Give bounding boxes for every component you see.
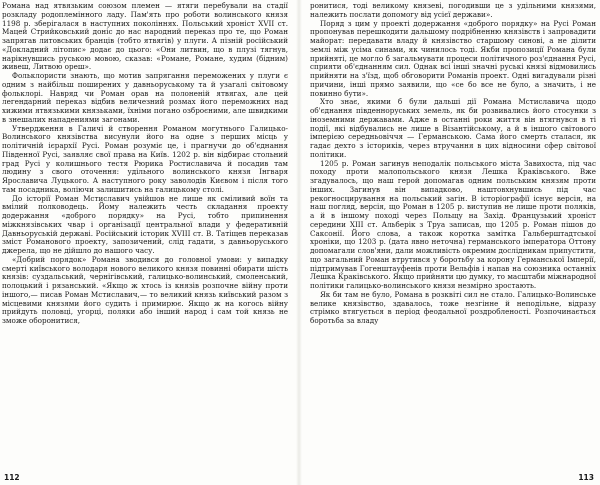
left-page-text	[2, 2, 288, 468]
book-gutter	[296, 0, 302, 485]
paragraph: Фольклористи знають, що мотив запрягання переможених у плуги є одним з найбільш поширених у давньоруському та й узагалі світовому фольклорі. Навряд чи Роман орав на полоненій ятвягах, але цей легендарний переказ відбив величезний розмах його переможних над хижими ятвязькими князьками, їхніми погано озброєними, але швидкими в знешалих нападениями загонами.	[2, 71, 288, 124]
paragraph: Поряд з цим у проекті додержання «доброго порядку» на Русі Роман пропонував перешкодити дальшому подрібненню князівств і запровадити майорат: передавати владу й князівство старшому синові, а не ділити землі між усіма синами, як чинилось тоді. Якби пропозиції Романа були прийняті, це могло б загальмувати процеси політичного роз'єднання Русі, сприяти об'єднанням сил. Однак всі інші значні руські князі відмовились прийняти на з'їзд, щоб обговорити Романів проект. Одні вигадували різні причини, інші прямо заявили, що «се бо все не було, а значить, і не повинно бути».	[310, 18, 596, 98]
right-page	[310, 2, 596, 483]
paragraph: ронитися, тоді великому князеві, погодивши це з удільними князями, належить послати допомогу від усієї держави».	[310, 2, 596, 19]
page-number: 112	[4, 473, 20, 482]
paragraph: Романа над ятвязьким союзом племен — ятяги перебували на стадії розкладу родоплемінного ладу. Пам'ять про роботи волинського князя 1198 р. зберігалася в наступних поколіннях. Польський хроніст XVII ст. Мацей Стрийковський доніс до нас народний переказ про те, що Роман запрягав литовських бранців (тобто ятвягів) у плуги. А пізній російський «Докладний літопис» додає до цього: «Они литвин, що в плузі тягнув, нарікнувшись руською мовою, сказав: «Романе, Романе, худим (бідним) живеш, Литвою ореш».	[2, 2, 288, 72]
right-page-text	[310, 2, 596, 468]
left-page	[2, 2, 288, 483]
paragraph: «Добрий порядок» Романа зводився до головної умови: у випадку смерті київського володаря нового великого князя повинні обирати шість князів: суздальський, чернігівський, галицько-волинський, смоленський, полоцький і рязанський. «Якщо ж хтось із князів розпочне війну проти іншого,— писав Роман Мстиславич,— то великий князь київський разом з місцевими князями його судить і примирює. Якщо ж на когось війну прийдуть половці, угорці, поляки або інший народ і сам той князь не зможе оборонитися,	[2, 254, 288, 325]
paragraph: Утвердження в Галичі й створення Романом могутнього Галицько-Волинського князівства висунули його на одне з перших місць у політичній ієрархії Русі. Роман розуміє це, і прагнучи до об'єднання Південної Русі, заявляє свої права на Київ. 1202 р. він відбирає стольний град Русі у колишнього тестя Рюрика Ростиславича й посадив там людину з свого оточення: удільного волинського князя Інгваря Ярославича Луцького. А наступного року заволодів Києвом і після того там посадника, воліючи залишитись на галицькому столі.	[2, 123, 288, 194]
page-number: 113	[578, 473, 594, 482]
paragraph: Як би там не було, Романа в розквіті сил не стало. Галицько-Волинське велике князівство, здавалось, тоже незгінне й неподільне, відразу стрімко втягується в період феодальної роздробленості. Розпочинається боротьба за владу	[310, 289, 596, 325]
paragraph: 1205 р. Роман загинув неподалік польського міста Завихоста, під час походу проти малопольського князя Лешка Краківського. Вже згадувалось, що наш герой допомагав одним польським князям проти інших. Загинув він випадково, наштовхнувшись під час рекогносцирування на польський загін. В історіографії існує версія, на наш погляд, версія, що Роман в 1205 р. виступив не лише проти поляків, а й в іншому поході через Польщу на Захід. Французький хроніст середини XIII ст. Альберік з Труа записав, що 1205 р. Роман пішов до Саксонії. Його слова, а також коротка замітка Гальберштадтської хроніки, що 1203 р. (дата явно неточна) германського імператора Оттону допомагали слов'яни, дали можливість окремим дослідникам припустити, що загальний Роман втрутився у боротьбу за корону Германської Імперії, підтримував Гогенштауфенів проти Вельфів і напав на союзника останніх Лешка Краківського. Якщо прийняти цю думку, то масштаби міжнародної політики галицько-волинського князя незмірно зростають.	[310, 158, 596, 290]
paragraph: До історії Роман Мстиславич увійшов не лише як сміливий воїн та вмілий полководець. Йому належить честь складання проекту додержання «доброго порядку» на Русі, тобто припинення міжкнязівських чвар і організації центральної влади у федеративній Давньоруській державі. Російський історик XVIII ст. В. Татіщев переказав зміст Романового проекту, запозичений, слід гадати, з давньоруського джерела, що не дійшло до нашого часу.	[2, 193, 288, 255]
paragraph: Хто знає, якими б були дальші дії Романа Мстиславича щодо об'єднання південноруських земель, як би розвивались його стосунки з іноземними державами. Адже в останні роки життя він втягнувся в ті події, які відбувались не лише в Візантійському, а й в іншого світового імперією середньовіччя — Германською. Сама його смерть сталася, як гадає дехто з істориків, через втручання в цих відносини сфер світової політики.	[310, 97, 596, 159]
